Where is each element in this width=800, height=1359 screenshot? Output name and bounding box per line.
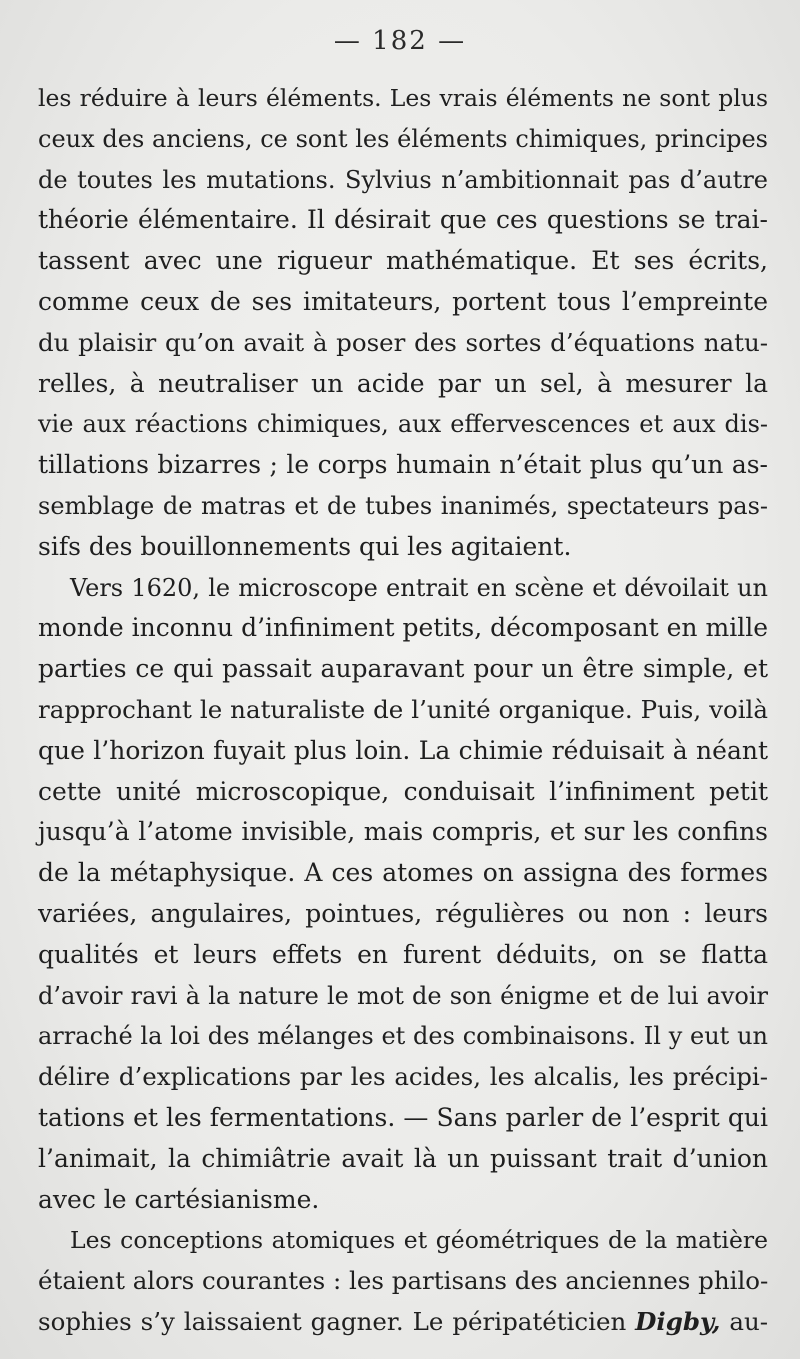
- text-line: comme ceux de ses imitateurs, portent tous l’empreinte: [38, 286, 768, 316]
- text-segment: sophies s’y laissaient gagner. Le péripatéticien: [38, 1306, 636, 1336]
- text-line: du plaisir qu’on avait à poser des sortes d’équations natu-: [38, 327, 768, 357]
- text-line: qualités et leurs effets en furent déduits, on se flatta: [38, 939, 768, 969]
- text-line: l’animait, la chimiâtrie avait là un puissant trait d’union: [38, 1143, 768, 1173]
- text-line: relles, à neutraliser un acide par un sel, à mesurer la: [38, 368, 768, 398]
- paragraph: [38, 1220, 768, 1342]
- page-number: — 182 —: [333, 26, 467, 56]
- text-line: tillations bizarres ; le corps humain n’était plus qu’un as-: [38, 450, 768, 480]
- text-line: d’avoir ravi à la nature le mot de son énigme et de lui avoir: [38, 981, 768, 1010]
- text-line: rapprochant le naturaliste de l’unité organique. Puis, voilà: [38, 694, 768, 724]
- text-line: tassent avec une rigueur mathématique. Et ses écrits,: [38, 246, 768, 276]
- text-segment: au-: [720, 1306, 768, 1336]
- text-line: les réduire à leurs éléments. Les vrais éléments ne sont plus: [38, 84, 768, 112]
- text-line: vie aux réactions chimiques, aux effervescences et aux dis-: [38, 410, 768, 439]
- text-line: Les conceptions atomiques et géométriques de la matière: [70, 1226, 768, 1255]
- text-line: ceux des anciens, ce sont les éléments chimiques, principes: [38, 124, 768, 153]
- text-line: tations et les fermentations. — Sans parler de l’esprit qui: [38, 1102, 768, 1132]
- text-line: avec le cartésianisme.: [38, 1184, 320, 1214]
- text-line: théorie élémentaire. Il désirait que ces questions se trai-: [38, 205, 768, 235]
- paragraph: [38, 78, 768, 568]
- text-line: cette unité microscopique, conduisait l’infiniment petit: [38, 776, 768, 806]
- body-text: [38, 78, 768, 1343]
- text-line: jusqu’à l’atome invisible, mais compris, et sur les confins: [38, 817, 768, 847]
- text-line: sifs des bouillonnements qui les agitaient.: [38, 531, 572, 561]
- paragraph: [38, 568, 768, 1221]
- text-line: arraché la loi des mélanges et des combinaisons. Il y eut un: [38, 1022, 768, 1051]
- text-line: monde inconnu d’infiniment petits, décomposant en mille: [38, 613, 768, 643]
- text-line: Vers 1620, le microscope entrait en scène et dévoilait un: [70, 573, 768, 602]
- text-line: parties ce qui passait auparavant pour un être simple, et: [38, 654, 768, 684]
- text-line: semblage de matras et de tubes inanimés, spectateurs pas-: [38, 491, 768, 520]
- text-line: délire d’explications par les acides, les alcalis, les précipi-: [38, 1062, 768, 1092]
- text-line: étaient alors courantes : les partisans des anciennes philo-: [38, 1266, 769, 1296]
- text-line: de toutes les mutations. Sylvius n’ambitionnait pas d’autre: [38, 165, 768, 194]
- text-line: de la métaphysique. A ces atomes on assigna des formes: [38, 858, 768, 888]
- text-line: [38, 1302, 768, 1343]
- text-line: variées, angulaires, pointues, régulières ou non : leurs: [38, 898, 768, 928]
- italic-name: Digby,: [635, 1306, 721, 1336]
- text-line: que l’horizon fuyait plus loin. La chimie réduisait à néant: [38, 735, 768, 765]
